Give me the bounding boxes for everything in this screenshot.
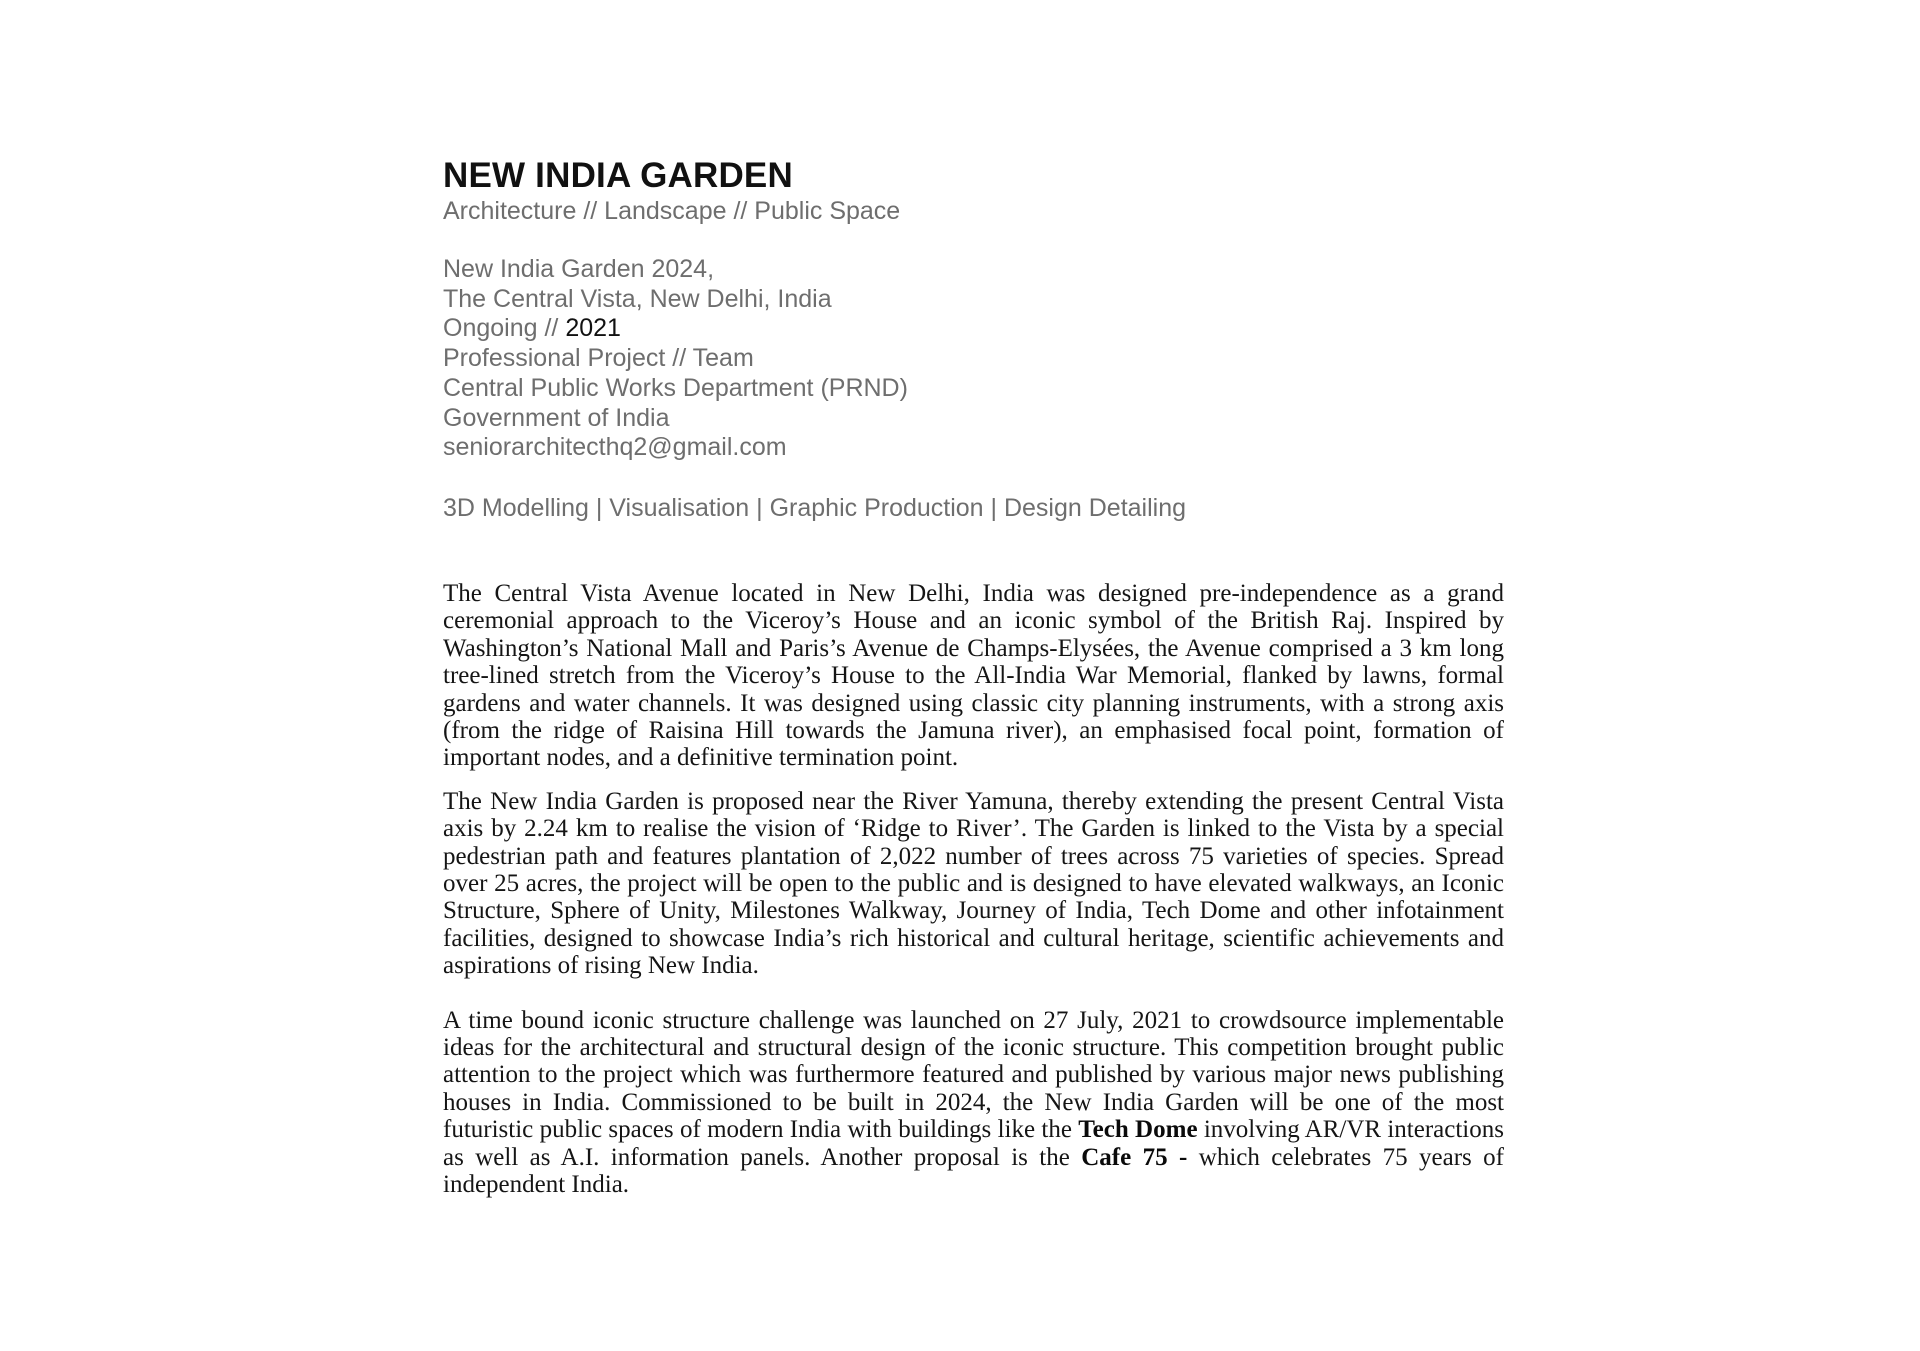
paragraph-3-text-2: involving AR/VR interactions as well as A.I. information panels. Another proposal is the [443, 1116, 1504, 1171]
tech-dome-highlight: Tech Dome [1078, 1116, 1198, 1144]
contact-email: seniorarchitecthq2@gmail.com [443, 433, 787, 462]
project-type: Professional Project // Team [443, 344, 754, 373]
skills-list: 3D Modelling | Visualisation | Graphic Production | Design Detailing [443, 493, 1187, 522]
project-location: The Central Vista, New Delhi, India [443, 284, 832, 313]
project-sheet [443, 156, 1504, 1198]
project-client: Central Public Works Department (PRND) [443, 373, 908, 402]
paragraph-3-text-1: A time bound iconic structure challenge was launched on 27 July, 2021 to crowdsource implementable ideas for the architectural and structural design of the iconic structure. This competition brought public attention to the project which was furthermore featured and published by various major news publishing houses in India. Commissioned to be built in 2024, the New India Garden will be one of the most futuristic public spaces of modern India with buildings like the [443, 1006, 1504, 1144]
project-status [443, 314, 1504, 344]
project-title: NEW INDIA GARDEN [443, 156, 793, 195]
project-description [443, 580, 1504, 1199]
description-paragraph-3 [443, 1007, 1504, 1199]
project-government: Government of India [443, 403, 670, 432]
cafe-75-highlight: Cafe 75 - [1081, 1143, 1188, 1171]
description-paragraph-2: The New India Garden is proposed near the River Yamuna, thereby extending the present Central Vista axis by 2.24 km to realise the vision of ‘Ridge to River’. The Garden is linked to the Vista by a special pedestrian path and features plantation of 2,022 number of trees across 75 varieties of species. Spread over 25 acres, the project will be open to the public and is designed to have elevated walkways, an Iconic Structure, Sphere of Unity, Milestones Walkway, Journey of India, Tech Dome and other infotainment facilities, designed to showcase India’s rich historical and cultural heritage, scientific achievements and aspirations of rising New India. [443, 787, 1504, 980]
description-paragraph-1: The Central Vista Avenue located in New Delhi, India was designed pre-independence as a grand ceremonial approach to the Viceroy’s House and an iconic symbol of the British Raj. Inspired by Washington’s National Mall and Paris’s Avenue de Champs-Elysées, the Avenue comprised a 3 km long tree-lined stretch from the Viceroy’s House to the All-India War Memorial, flanked by lawns, formal gardens and water channels. It was designed using classic city planning instruments, with a strong axis (from the ridge of Raisina Hill towards the Jamuna river), an emphasised focal point, formation of important nodes, and a definitive termination point. [443, 579, 1504, 772]
project-name: New India Garden 2024, [443, 255, 715, 283]
project-year: 2021 [565, 314, 621, 343]
paragraph-3-text-3: which celebrates 75 years of independent India. [443, 1143, 1504, 1199]
status-label: Ongoing // [443, 314, 566, 343]
project-details [443, 255, 1504, 463]
project-subtitle: Architecture // Landscape // Public Space [443, 197, 901, 225]
